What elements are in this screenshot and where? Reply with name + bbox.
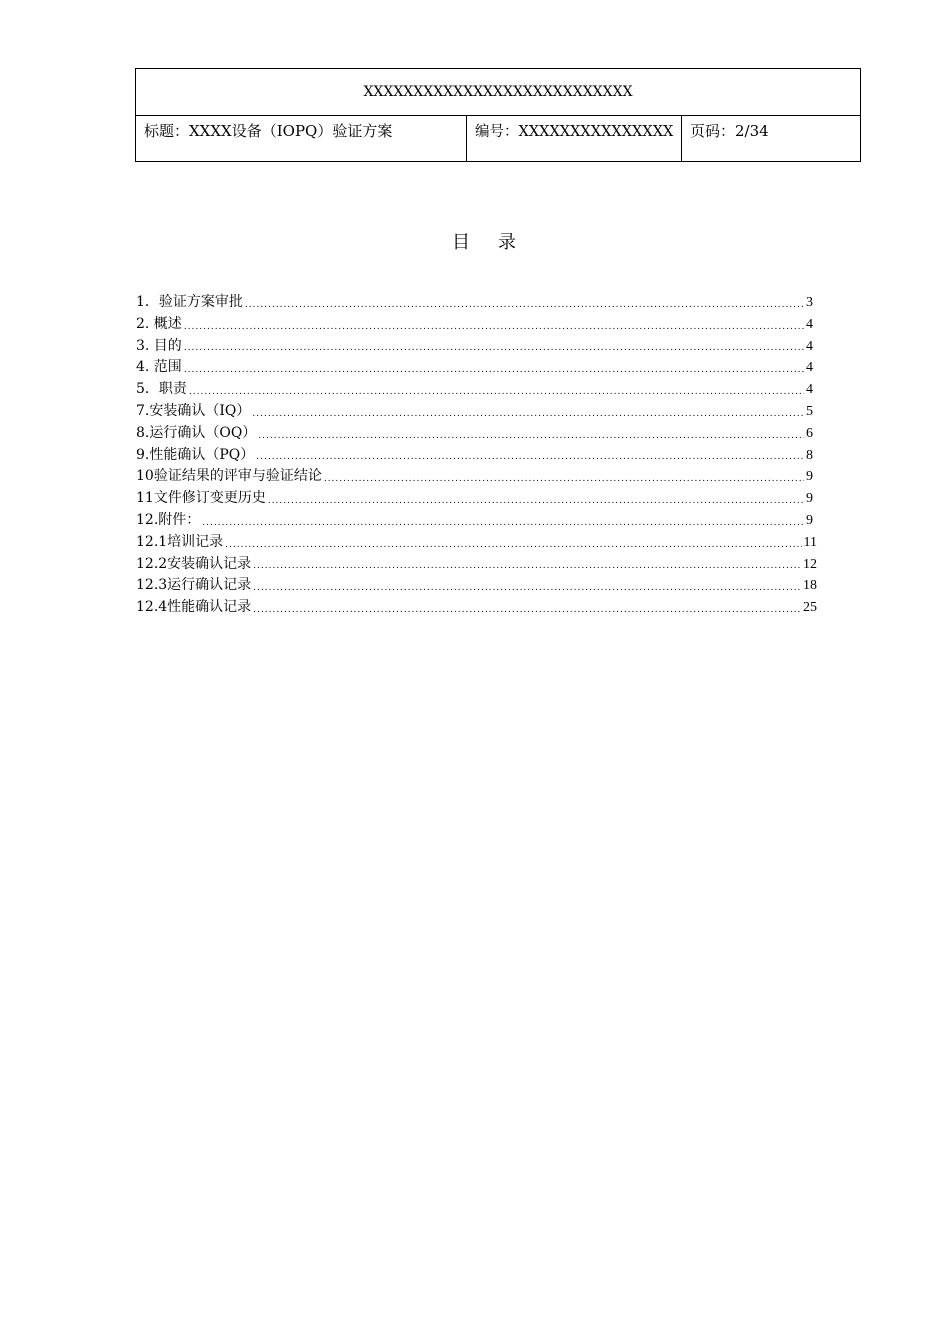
toc-entry[interactable]	[136, 466, 813, 488]
toc-entry[interactable]	[136, 445, 813, 467]
toc-entry-page: 5	[806, 403, 813, 419]
toc-entry-page: 9	[806, 512, 813, 528]
toc-entry[interactable]	[136, 488, 813, 510]
toc-entry-page: 3	[806, 295, 813, 310]
toc-entry-page: 4	[806, 316, 813, 332]
toc-entry-label: 3. 目的	[136, 337, 182, 354]
toc-entry-page: 11	[803, 534, 817, 550]
toc-leader-dots	[253, 601, 801, 619]
toc-entry-page: 25	[803, 600, 817, 616]
toc-entry[interactable]	[136, 532, 817, 554]
toc-entry-label: 11文件修订变更历史	[136, 490, 266, 507]
toc-leader-dots	[268, 492, 804, 510]
toc-entry-label: 4. 范围	[136, 359, 182, 376]
toc-entry[interactable]	[136, 314, 813, 336]
toc-entry-label: 7.安装确认（IQ）	[136, 402, 251, 419]
toc-leader-dots	[253, 579, 801, 597]
document-code: 编号：XXXXXXXXXXXXXXX	[467, 116, 682, 162]
toc-entry[interactable]	[136, 336, 813, 358]
toc-leader-dots	[202, 514, 804, 532]
toc-leader-dots	[184, 318, 804, 336]
toc-entry-label: 5．职责	[136, 381, 187, 398]
toc-entry-page: 8	[806, 447, 813, 463]
toc-entry-label: 2. 概述	[136, 315, 182, 332]
toc-leader-dots	[324, 470, 804, 488]
toc-leader-dots	[225, 536, 801, 554]
header-info-row	[136, 116, 860, 162]
toc-entry-label: 12.1培训记录	[136, 533, 224, 550]
toc-entry-label: 12.3运行确认记录	[136, 577, 252, 594]
toc-entry-label: 8.运行确认（OQ）	[136, 424, 257, 441]
toc-entry-label: 10验证结果的评审与验证结论	[136, 468, 322, 485]
page-number: 页码：2/34	[690, 122, 769, 140]
toc-entry-label: 1．验证方案审批	[136, 294, 243, 310]
toc-leader-dots	[184, 361, 804, 379]
toc-entry[interactable]	[136, 292, 813, 314]
toc-entry-page: 9	[806, 469, 813, 485]
toc-entry[interactable]	[136, 575, 817, 597]
toc-leader-dots	[253, 557, 801, 575]
toc-entry-page: 6	[806, 425, 813, 441]
toc-entry-page: 4	[806, 382, 813, 398]
toc-entry-page: 4	[806, 360, 813, 376]
toc-entry[interactable]	[136, 401, 813, 423]
toc-leader-dots	[256, 448, 804, 466]
toc-entry[interactable]	[136, 379, 813, 401]
table-of-contents	[136, 292, 826, 619]
toc-heading: 目录	[452, 232, 544, 253]
toc-leader-dots	[245, 296, 804, 314]
toc-entry-label: 12.4性能确认记录	[136, 599, 252, 616]
document-title: 标题：XXXX设备（IOPQ）验证方案	[136, 116, 467, 162]
toc-entry-page: 9	[806, 491, 813, 507]
toc-entry[interactable]	[136, 357, 813, 379]
toc-entry-label: 12.2安装确认记录	[136, 555, 252, 572]
toc-entry[interactable]	[136, 423, 813, 445]
toc-entry-page: 18	[803, 578, 817, 594]
toc-entry-page: 12	[803, 556, 817, 572]
toc-entry-page: 4	[806, 338, 813, 354]
toc-leader-dots	[184, 339, 804, 357]
toc-entry[interactable]	[136, 554, 817, 576]
toc-entry-label: 9.性能确认（PQ）	[136, 446, 255, 463]
toc-leader-dots	[189, 383, 804, 401]
toc-entry[interactable]	[136, 597, 817, 619]
toc-leader-dots	[252, 405, 804, 423]
toc-entry-label: 12.附件：	[136, 511, 201, 528]
document-header	[135, 68, 861, 162]
toc-entry[interactable]	[136, 510, 813, 532]
toc-leader-dots	[258, 427, 804, 445]
company-name: XXXXXXXXXXXXXXXXXXXXXXXXXXX	[136, 69, 860, 116]
